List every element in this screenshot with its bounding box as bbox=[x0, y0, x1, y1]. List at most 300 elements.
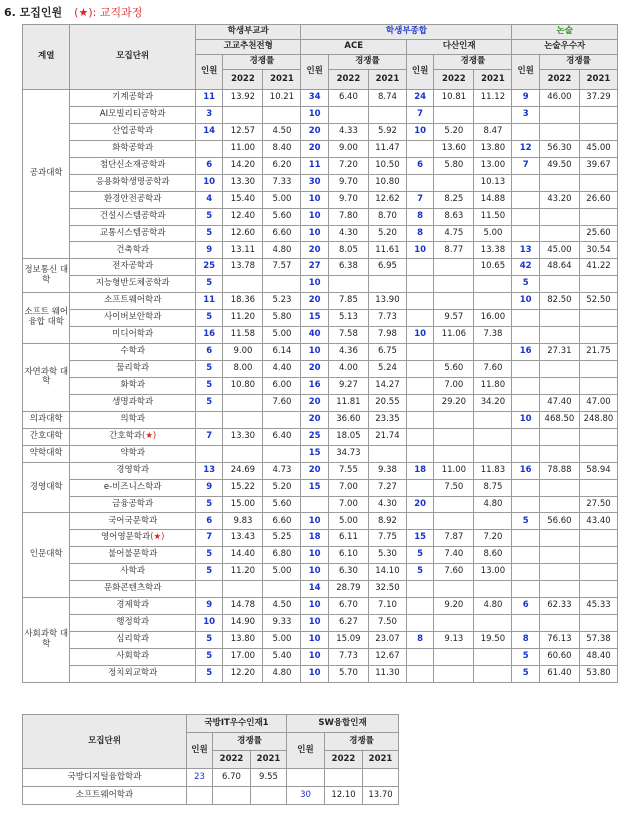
quota-cell: 7 bbox=[195, 530, 222, 547]
competition-cell: 8.25 bbox=[434, 191, 474, 208]
header-year-2022: 2022 bbox=[325, 751, 363, 769]
unit-label: 경영학과 bbox=[116, 464, 150, 475]
quota-cell: 10 bbox=[512, 293, 539, 310]
competition-cell: 5.20 bbox=[368, 225, 406, 242]
competition-cell: 13.92 bbox=[223, 90, 263, 107]
competition-cell bbox=[579, 327, 617, 344]
competition-cell: 27.50 bbox=[579, 496, 617, 513]
competition-cell: 5.60 bbox=[263, 208, 301, 225]
competition-cell bbox=[539, 377, 579, 394]
competition-cell: 8.70 bbox=[368, 208, 406, 225]
competition-cell: 9.00 bbox=[223, 344, 263, 361]
competition-cell: 11.12 bbox=[474, 90, 512, 107]
competition-cell: 11.00 bbox=[223, 140, 263, 157]
competition-cell: 8.05 bbox=[328, 242, 368, 259]
quota-cell bbox=[406, 445, 433, 462]
quota-cell: 20 bbox=[301, 411, 328, 428]
quota-cell bbox=[195, 445, 222, 462]
table-row bbox=[23, 462, 618, 479]
unit-label: 기계공학과 bbox=[112, 92, 154, 103]
competition-cell: 5.70 bbox=[328, 665, 368, 682]
unit-label: 불어불문학과 bbox=[108, 549, 158, 560]
header-competition: 경쟁률 bbox=[539, 55, 617, 70]
quota-cell: 5 bbox=[195, 276, 222, 293]
quota-cell: 5 bbox=[195, 377, 222, 394]
competition-cell: 5.40 bbox=[263, 648, 301, 665]
quota-cell: 20 bbox=[301, 140, 328, 157]
quota-cell bbox=[512, 394, 539, 411]
quota-cell: 7 bbox=[406, 191, 433, 208]
unit-name bbox=[70, 242, 196, 259]
quota-cell: 20 bbox=[406, 496, 433, 513]
competition-cell bbox=[434, 648, 474, 665]
competition-cell: 5.00 bbox=[263, 564, 301, 581]
competition-cell: 9.57 bbox=[434, 310, 474, 327]
competition-cell: 25.60 bbox=[579, 225, 617, 242]
quota-cell bbox=[512, 496, 539, 513]
competition-cell: 4.33 bbox=[328, 123, 368, 140]
unit-label: 환경안전공학과 bbox=[103, 193, 162, 204]
competition-cell: 4.00 bbox=[328, 361, 368, 378]
competition-cell: 28.79 bbox=[328, 581, 368, 598]
competition-cell bbox=[539, 276, 579, 293]
quota-cell: 5 bbox=[195, 564, 222, 581]
quota-cell: 9 bbox=[195, 479, 222, 496]
competition-cell: 14.20 bbox=[223, 157, 263, 174]
teaching-course-mark: (★) bbox=[150, 532, 165, 543]
competition-cell: 7.00 bbox=[328, 479, 368, 496]
competition-cell bbox=[223, 106, 263, 123]
unit-name: 소프트웨어학과 bbox=[23, 787, 187, 805]
unit-name bbox=[70, 191, 196, 208]
competition-cell bbox=[539, 428, 579, 445]
table-row bbox=[23, 428, 618, 445]
unit-label: 산업공학과 bbox=[112, 125, 154, 136]
quota-cell bbox=[406, 276, 433, 293]
quota-cell bbox=[512, 174, 539, 191]
competition-cell: 9.13 bbox=[434, 632, 474, 649]
competition-cell: 5.13 bbox=[328, 310, 368, 327]
competition-cell: 7.55 bbox=[328, 462, 368, 479]
quota-cell bbox=[195, 411, 222, 428]
unit-name bbox=[70, 157, 196, 174]
competition-cell: 5.30 bbox=[368, 547, 406, 564]
competition-cell: 4.40 bbox=[263, 361, 301, 378]
table-row bbox=[23, 276, 618, 293]
quota-cell: 15 bbox=[406, 530, 433, 547]
quota-cell: 14 bbox=[195, 123, 222, 140]
unit-name bbox=[70, 90, 196, 107]
competition-cell: 11.00 bbox=[434, 462, 474, 479]
competition-cell bbox=[434, 259, 474, 276]
competition-cell bbox=[263, 276, 301, 293]
competition-cell: 7.50 bbox=[368, 615, 406, 632]
college-name: 정보통신 대학 bbox=[23, 259, 70, 293]
competition-cell: 13.00 bbox=[474, 564, 512, 581]
competition-cell bbox=[579, 428, 617, 445]
quota-cell bbox=[301, 496, 328, 513]
unit-label: 문화콘텐츠학과 bbox=[103, 583, 162, 594]
competition-cell: 12.40 bbox=[223, 208, 263, 225]
quota-cell bbox=[512, 123, 539, 140]
college-name: 자연과학 대학 bbox=[23, 344, 70, 412]
competition-cell: 34.20 bbox=[474, 394, 512, 411]
competition-cell: 48.40 bbox=[579, 648, 617, 665]
competition-cell: 4.80 bbox=[474, 496, 512, 513]
quota-cell: 10 bbox=[512, 411, 539, 428]
header-quota: 인원 bbox=[187, 733, 213, 769]
competition-cell bbox=[368, 276, 406, 293]
unit-label: 영어영문학과 bbox=[100, 532, 151, 543]
unit-name bbox=[70, 632, 196, 649]
competition-cell: 5.00 bbox=[263, 191, 301, 208]
competition-cell: 43.20 bbox=[539, 191, 579, 208]
table-row bbox=[23, 327, 618, 344]
header-quota: 인원 bbox=[512, 55, 539, 90]
competition-cell: 46.00 bbox=[539, 90, 579, 107]
competition-cell: 6.60 bbox=[263, 225, 301, 242]
competition-cell: 10.21 bbox=[263, 90, 301, 107]
competition-cell bbox=[325, 769, 363, 787]
table-row bbox=[23, 615, 618, 632]
competition-cell bbox=[434, 293, 474, 310]
competition-cell bbox=[539, 496, 579, 513]
competition-cell: 24.69 bbox=[223, 462, 263, 479]
quota-cell: 10 bbox=[301, 208, 328, 225]
competition-cell bbox=[579, 530, 617, 547]
competition-cell: 30.54 bbox=[579, 242, 617, 259]
unit-label: 약학과 bbox=[120, 447, 146, 458]
competition-cell: 7.40 bbox=[434, 547, 474, 564]
unit-name bbox=[70, 445, 196, 462]
quota-cell bbox=[406, 615, 433, 632]
competition-cell bbox=[539, 581, 579, 598]
competition-cell: 14.27 bbox=[368, 377, 406, 394]
quota-cell: 27 bbox=[301, 259, 328, 276]
quota-cell bbox=[187, 787, 213, 805]
quota-cell: 5 bbox=[195, 648, 222, 665]
quota-cell: 10 bbox=[301, 225, 328, 242]
competition-cell: 248.80 bbox=[579, 411, 617, 428]
quota-cell bbox=[406, 598, 433, 615]
competition-cell bbox=[474, 106, 512, 123]
competition-cell: 60.60 bbox=[539, 648, 579, 665]
bottom-header-sw: SW융합인재 bbox=[287, 715, 399, 733]
competition-cell bbox=[579, 445, 617, 462]
quota-cell: 7 bbox=[512, 157, 539, 174]
quota-cell: 5 bbox=[512, 648, 539, 665]
competition-cell: 14.78 bbox=[223, 598, 263, 615]
header-quota: 인원 bbox=[406, 55, 433, 90]
quota-cell: 6 bbox=[195, 344, 222, 361]
quota-cell: 25 bbox=[195, 259, 222, 276]
competition-cell bbox=[474, 445, 512, 462]
quota-cell: 10 bbox=[301, 547, 328, 564]
unit-label: 사회학과 bbox=[116, 651, 150, 662]
unit-label: 수학과 bbox=[120, 346, 146, 357]
competition-cell: 11.58 bbox=[223, 327, 263, 344]
competition-cell bbox=[223, 445, 263, 462]
competition-cell: 8.92 bbox=[368, 513, 406, 530]
quota-cell bbox=[406, 174, 433, 191]
quota-cell: 5 bbox=[512, 513, 539, 530]
competition-cell bbox=[539, 327, 579, 344]
competition-cell: 9.70 bbox=[328, 174, 368, 191]
header-year-2021: 2021 bbox=[251, 751, 287, 769]
table-row bbox=[23, 530, 618, 547]
competition-cell bbox=[579, 123, 617, 140]
unit-name bbox=[70, 513, 196, 530]
competition-cell bbox=[579, 377, 617, 394]
header-dasan: 다산인재 bbox=[406, 40, 512, 55]
header-unit: 모집단위 bbox=[70, 25, 196, 90]
header-year-2021: 2021 bbox=[474, 70, 512, 90]
college-name: 소프트 웨어융합 대학 bbox=[23, 293, 70, 344]
unit-name bbox=[70, 648, 196, 665]
quota-cell: 20 bbox=[301, 462, 328, 479]
quota-cell bbox=[287, 769, 325, 787]
unit-name bbox=[70, 394, 196, 411]
college-name: 경영대학 bbox=[23, 462, 70, 513]
competition-cell: 9.00 bbox=[328, 140, 368, 157]
competition-cell: 7.00 bbox=[328, 496, 368, 513]
unit-label: 금융공학과 bbox=[112, 498, 154, 509]
header-year-2022: 2022 bbox=[539, 70, 579, 90]
competition-cell: 7.75 bbox=[368, 530, 406, 547]
quota-cell: 10 bbox=[301, 632, 328, 649]
competition-cell: 5.25 bbox=[263, 530, 301, 547]
college-name: 의과대학 bbox=[23, 411, 70, 428]
unit-name bbox=[70, 310, 196, 327]
quota-cell: 9 bbox=[512, 90, 539, 107]
quota-cell: 10 bbox=[195, 615, 222, 632]
competition-cell: 13.00 bbox=[474, 157, 512, 174]
competition-cell bbox=[539, 123, 579, 140]
competition-cell: 13.90 bbox=[368, 293, 406, 310]
competition-cell bbox=[539, 615, 579, 632]
unit-name bbox=[70, 581, 196, 598]
quota-cell: 5 bbox=[512, 276, 539, 293]
quota-cell bbox=[406, 428, 433, 445]
competition-cell: 12.67 bbox=[368, 648, 406, 665]
competition-cell: 7.98 bbox=[368, 327, 406, 344]
competition-cell: 11.81 bbox=[328, 394, 368, 411]
competition-cell: 4.80 bbox=[263, 242, 301, 259]
competition-cell: 13.43 bbox=[223, 530, 263, 547]
competition-cell: 6.40 bbox=[328, 90, 368, 107]
competition-cell: 7.00 bbox=[434, 377, 474, 394]
competition-cell: 5.00 bbox=[474, 225, 512, 242]
table-row bbox=[23, 445, 618, 462]
unit-label: 생명과학과 bbox=[112, 396, 154, 407]
competition-cell: 4.36 bbox=[328, 344, 368, 361]
competition-cell: 10.81 bbox=[434, 90, 474, 107]
quota-cell: 8 bbox=[512, 632, 539, 649]
header-competition: 경쟁률 bbox=[434, 55, 512, 70]
competition-cell bbox=[579, 208, 617, 225]
unit-name bbox=[70, 327, 196, 344]
quota-cell: 6 bbox=[406, 157, 433, 174]
competition-cell: 8.75 bbox=[474, 479, 512, 496]
competition-cell: 19.50 bbox=[474, 632, 512, 649]
competition-cell bbox=[474, 276, 512, 293]
table-row bbox=[23, 140, 618, 157]
header-competition: 경쟁률 bbox=[213, 733, 287, 751]
competition-cell: 7.60 bbox=[474, 361, 512, 378]
competition-cell: 14.90 bbox=[223, 615, 263, 632]
competition-cell: 52.50 bbox=[579, 293, 617, 310]
competition-cell: 27.31 bbox=[539, 344, 579, 361]
header-quota: 인원 bbox=[287, 733, 325, 769]
quota-cell: 5 bbox=[195, 665, 222, 682]
competition-cell: 13.78 bbox=[223, 259, 263, 276]
unit-name bbox=[70, 208, 196, 225]
competition-cell: 9.38 bbox=[368, 462, 406, 479]
competition-cell: 36.60 bbox=[328, 411, 368, 428]
competition-cell: 4.73 bbox=[263, 462, 301, 479]
competition-cell: 5.23 bbox=[263, 293, 301, 310]
competition-cell: 11.83 bbox=[474, 462, 512, 479]
competition-cell: 76.13 bbox=[539, 632, 579, 649]
competition-cell: 11.30 bbox=[368, 665, 406, 682]
table-row bbox=[23, 598, 618, 615]
table-row bbox=[23, 564, 618, 581]
competition-cell: 14.40 bbox=[223, 547, 263, 564]
competition-cell bbox=[579, 310, 617, 327]
bottom-header-military: 국방IT우수인재1 bbox=[187, 715, 287, 733]
competition-cell: 4.30 bbox=[328, 225, 368, 242]
quota-cell bbox=[406, 293, 433, 310]
quota-cell: 13 bbox=[195, 462, 222, 479]
unit-name bbox=[70, 276, 196, 293]
quota-cell: 25 bbox=[301, 428, 328, 445]
header-student-comprehensive: 학생부종합 bbox=[301, 25, 512, 40]
competition-cell: 13.30 bbox=[223, 174, 263, 191]
quota-cell: 5 bbox=[195, 394, 222, 411]
competition-cell: 11.61 bbox=[368, 242, 406, 259]
competition-cell bbox=[474, 293, 512, 310]
competition-cell bbox=[368, 106, 406, 123]
competition-cell bbox=[263, 411, 301, 428]
competition-cell: 7.33 bbox=[263, 174, 301, 191]
unit-label: 국어국문학과 bbox=[108, 515, 158, 526]
table-row bbox=[23, 259, 618, 276]
quota-cell: 14 bbox=[301, 581, 328, 598]
unit-label: 경제학과 bbox=[116, 600, 150, 611]
quota-cell bbox=[406, 581, 433, 598]
header-year-2022: 2022 bbox=[434, 70, 474, 90]
competition-cell: 12.20 bbox=[223, 665, 263, 682]
quota-cell bbox=[406, 394, 433, 411]
competition-cell bbox=[474, 411, 512, 428]
table-row bbox=[23, 157, 618, 174]
header-year-2021: 2021 bbox=[579, 70, 617, 90]
competition-cell bbox=[434, 411, 474, 428]
competition-cell: 10.65 bbox=[474, 259, 512, 276]
unit-name bbox=[70, 598, 196, 615]
bottom-header-unit: 모집단위 bbox=[23, 715, 187, 769]
quota-cell bbox=[406, 344, 433, 361]
competition-cell: 58.94 bbox=[579, 462, 617, 479]
college-name: 사회과학 대학 bbox=[23, 598, 70, 683]
quota-cell bbox=[406, 140, 433, 157]
competition-cell bbox=[434, 496, 474, 513]
competition-cell: 10.13 bbox=[474, 174, 512, 191]
competition-cell: 17.00 bbox=[223, 648, 263, 665]
competition-cell: 7.58 bbox=[328, 327, 368, 344]
competition-cell: 4.50 bbox=[263, 123, 301, 140]
competition-cell: 7.80 bbox=[328, 208, 368, 225]
unit-name bbox=[70, 496, 196, 513]
quota-cell: 11 bbox=[301, 157, 328, 174]
competition-cell: 62.33 bbox=[539, 598, 579, 615]
competition-cell bbox=[539, 208, 579, 225]
competition-cell: 15.40 bbox=[223, 191, 263, 208]
competition-cell bbox=[263, 445, 301, 462]
quota-cell bbox=[406, 361, 433, 378]
quota-cell: 8 bbox=[406, 208, 433, 225]
competition-cell bbox=[579, 276, 617, 293]
competition-cell: 4.80 bbox=[263, 665, 301, 682]
competition-cell: 32.50 bbox=[368, 581, 406, 598]
competition-cell: 5.00 bbox=[328, 513, 368, 530]
quota-cell: 10 bbox=[406, 123, 433, 140]
quota-cell: 4 bbox=[195, 191, 222, 208]
quota-cell bbox=[195, 581, 222, 598]
competition-cell bbox=[363, 769, 399, 787]
quota-cell: 42 bbox=[512, 259, 539, 276]
competition-cell: 45.00 bbox=[539, 242, 579, 259]
quota-cell: 16 bbox=[301, 377, 328, 394]
quota-cell bbox=[406, 259, 433, 276]
table-row bbox=[23, 90, 618, 107]
competition-cell: 7.73 bbox=[328, 648, 368, 665]
page-title bbox=[4, 4, 142, 20]
competition-cell: 13.38 bbox=[474, 242, 512, 259]
quota-cell: 18 bbox=[406, 462, 433, 479]
competition-cell: 11.20 bbox=[223, 564, 263, 581]
header-quota: 인원 bbox=[195, 55, 222, 90]
unit-name bbox=[70, 665, 196, 682]
competition-cell: 7.27 bbox=[368, 479, 406, 496]
quota-cell bbox=[406, 665, 433, 682]
competition-cell bbox=[434, 276, 474, 293]
quota-cell: 10 bbox=[301, 648, 328, 665]
quota-cell: 7 bbox=[195, 428, 222, 445]
competition-cell: 468.50 bbox=[539, 411, 579, 428]
competition-cell: 6.20 bbox=[263, 157, 301, 174]
competition-cell bbox=[579, 106, 617, 123]
competition-cell: 13.11 bbox=[223, 242, 263, 259]
header-competition: 경쟁률 bbox=[223, 55, 301, 70]
header-ace: ACE bbox=[301, 40, 406, 55]
competition-cell: 8.00 bbox=[223, 361, 263, 378]
table-row bbox=[23, 225, 618, 242]
competition-cell: 12.62 bbox=[368, 191, 406, 208]
competition-cell: 7.87 bbox=[434, 530, 474, 547]
unit-label: 심리학과 bbox=[116, 634, 150, 645]
special-admission-table bbox=[22, 714, 399, 805]
competition-cell bbox=[223, 581, 263, 598]
competition-cell: 7.85 bbox=[328, 293, 368, 310]
quota-cell: 10 bbox=[301, 598, 328, 615]
quota-cell: 9 bbox=[195, 242, 222, 259]
competition-cell: 11.20 bbox=[223, 310, 263, 327]
competition-cell: 9.83 bbox=[223, 513, 263, 530]
quota-cell bbox=[512, 428, 539, 445]
competition-cell bbox=[539, 479, 579, 496]
table-row bbox=[23, 191, 618, 208]
